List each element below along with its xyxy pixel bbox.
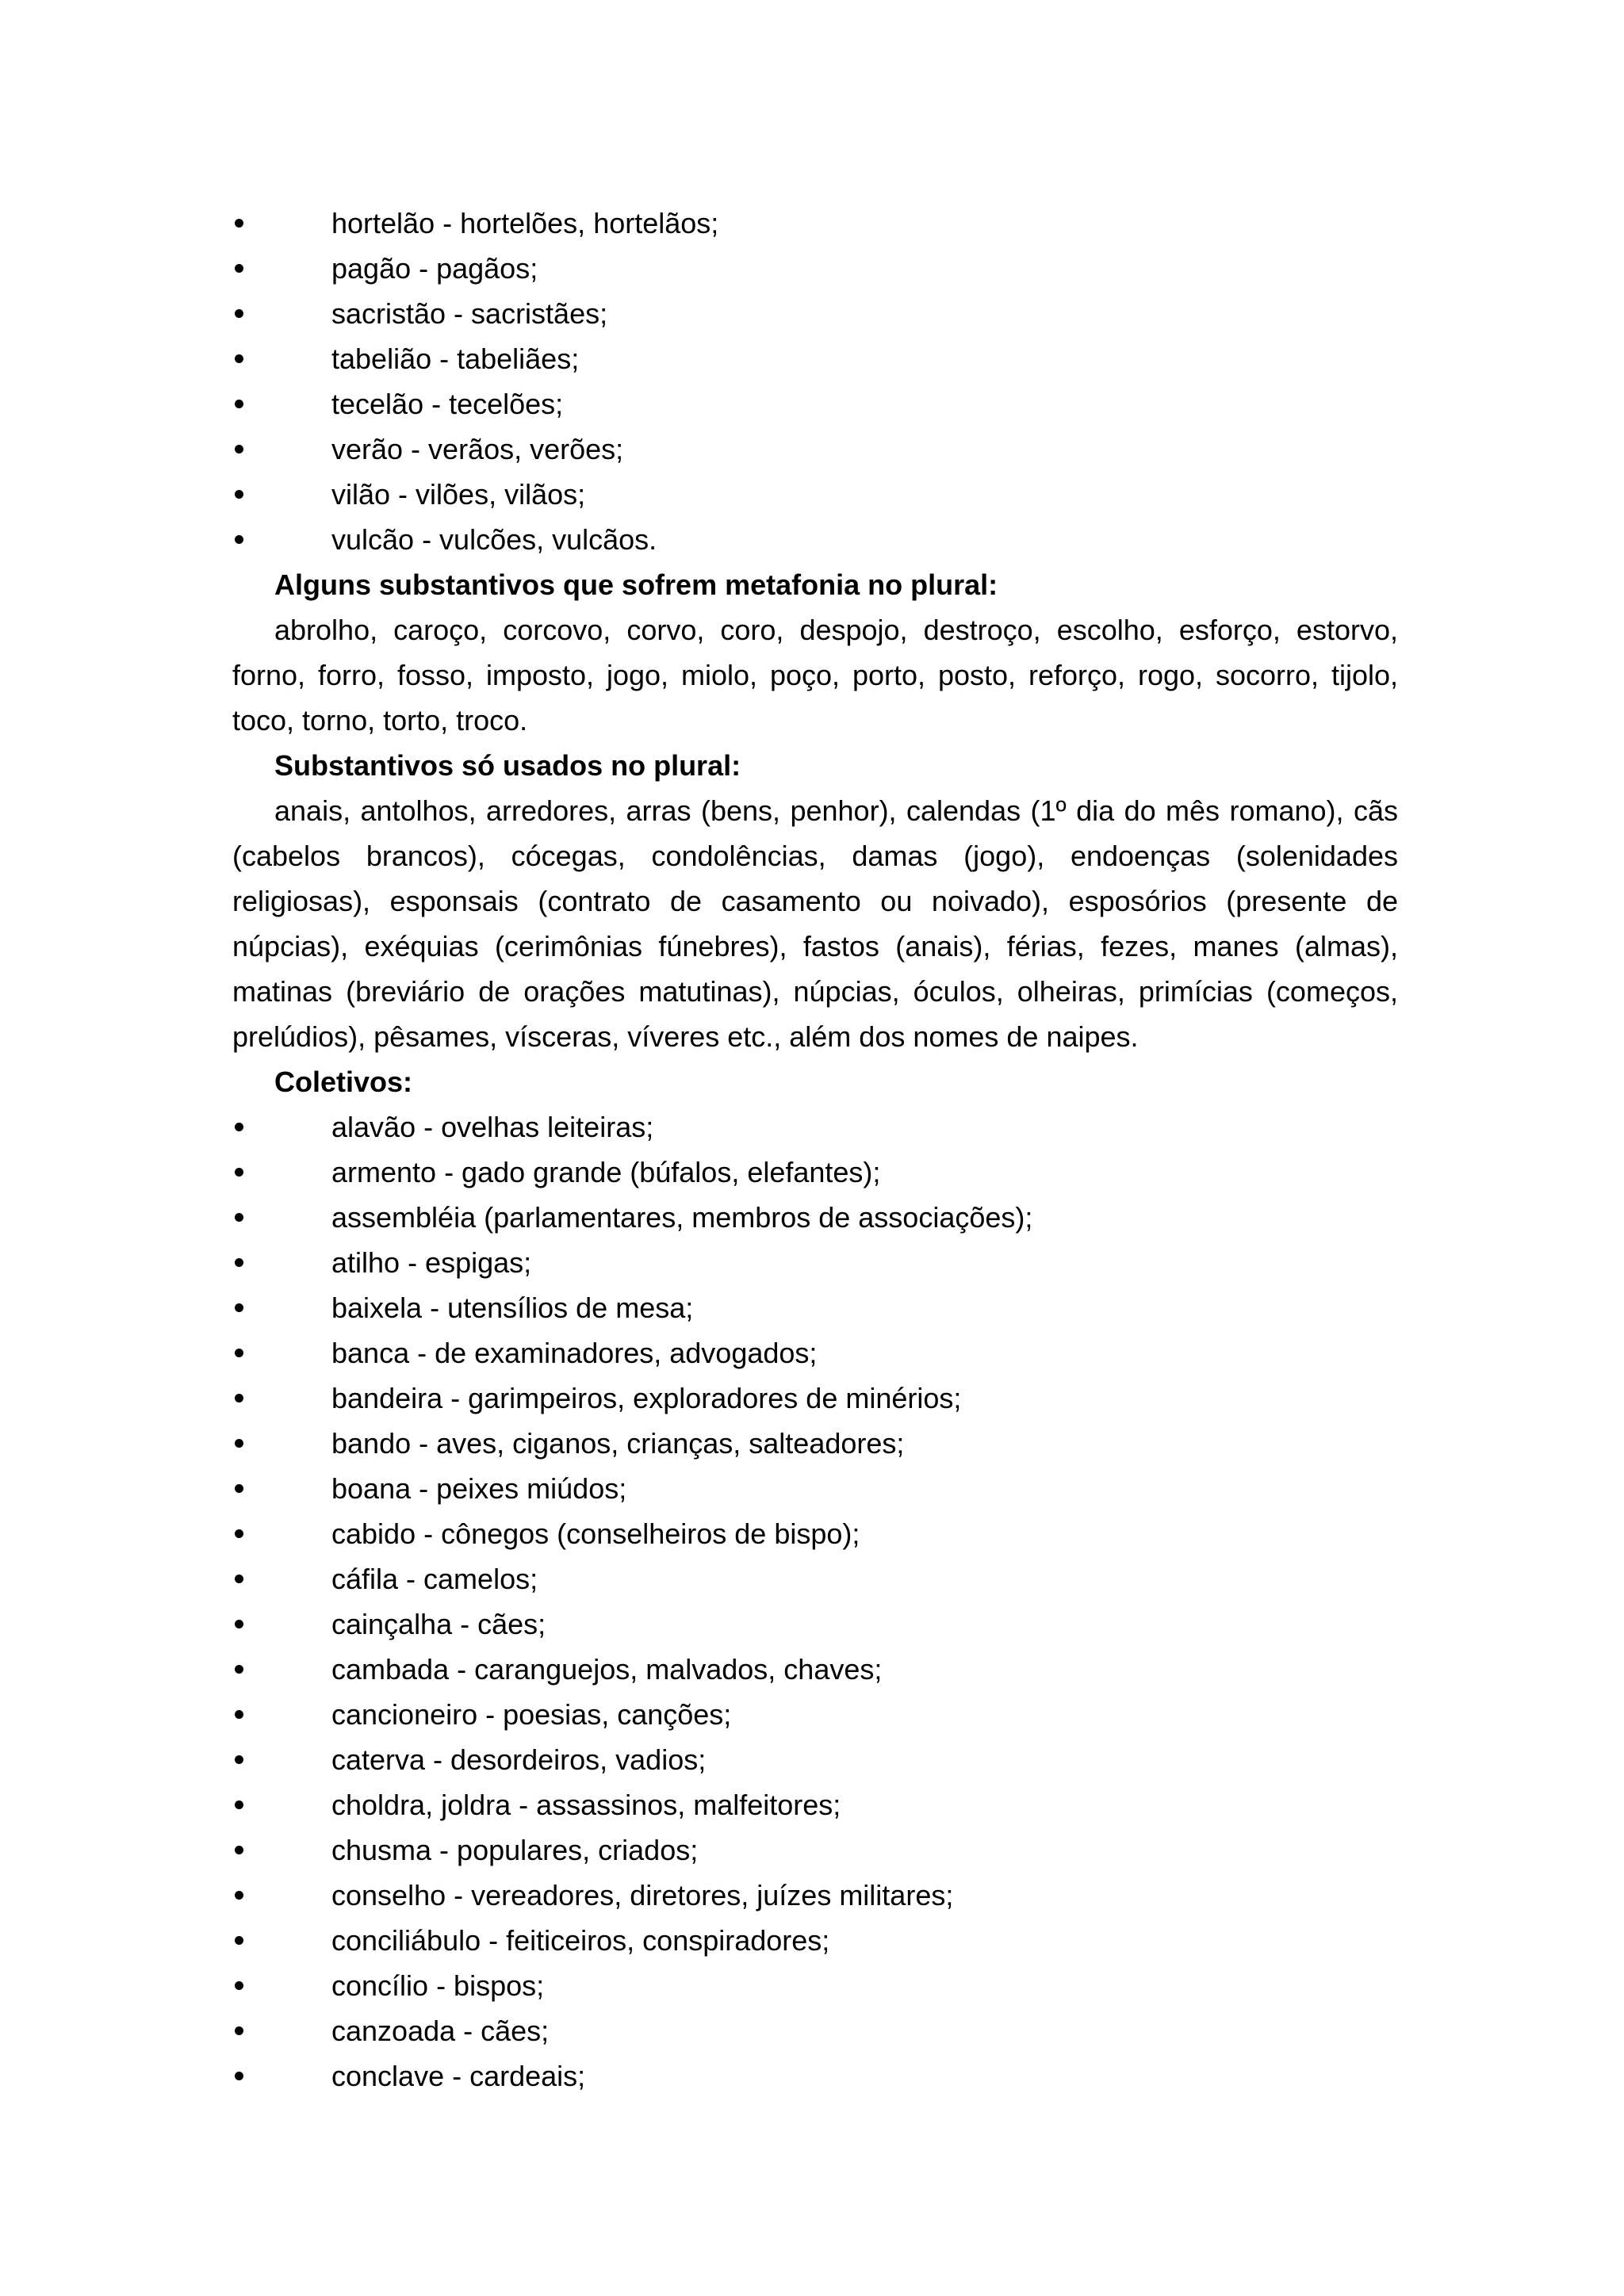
list-item bbox=[232, 1195, 1398, 1240]
list-item-text: tabelião - tabeliães; bbox=[331, 342, 580, 375]
list-item-text: conselho - vereadores, diretores, juízes militares; bbox=[331, 1879, 954, 1911]
list-item-text: boana - peixes miúdos; bbox=[331, 1472, 627, 1505]
bullet-icon bbox=[235, 1891, 243, 1900]
list-item bbox=[232, 1963, 1398, 2008]
list-item-text: cáfila - camelos; bbox=[331, 1563, 538, 1595]
list-item bbox=[232, 1782, 1398, 1827]
list-item-text: atilho - espigas; bbox=[331, 1246, 532, 1279]
bullet-icon bbox=[235, 1213, 243, 1222]
list-item bbox=[232, 2008, 1398, 2053]
list-item-text: cancioneiro - poesias, canções; bbox=[331, 1698, 732, 1731]
bullet-icon bbox=[235, 219, 243, 228]
page-content bbox=[232, 201, 1398, 2099]
list-item-text: concílio - bispos; bbox=[331, 1969, 545, 2002]
list-item-text: banca - de examinadores, advogados; bbox=[331, 1337, 818, 1369]
list-item-text: cambada - caranguejos, malvados, chaves; bbox=[331, 1653, 883, 1686]
plural-ao-list bbox=[232, 201, 1398, 562]
metafonia-heading: Alguns substantivos que sofrem metafonia no plural: bbox=[274, 568, 998, 601]
list-item bbox=[232, 1511, 1398, 1556]
list-item-text: chusma - populares, criados; bbox=[331, 1834, 699, 1866]
list-item-text: vilão - vilões, vilãos; bbox=[331, 478, 586, 511]
bullet-icon bbox=[235, 490, 243, 499]
bullet-icon bbox=[235, 1439, 243, 1448]
list-item-text: assembléia (parlamentares, membros de associações); bbox=[331, 1201, 1033, 1234]
list-item-text: baixela - utensílios de mesa; bbox=[331, 1292, 694, 1324]
list-item-text: conciliábulo - feiticeiros, conspiradores; bbox=[331, 1924, 830, 1957]
so-plural-paragraph: anais, antolhos, arredores, arras (bens, penhor), calendas (1º dia do mês romano), cãs (cabelos brancos), cócegas, condolências, damas (jogo), endoenças (solenidades religiosas), esponsais (contrato de casamento ou noivado), esposórios (presente de núpcias), exéquias (cerimônias fúnebres), fastos (anais), férias, fezes, manes (almas), matinas (breviário de orações matutinas), núpcias, óculos, olheiras, primícias (começos, prelúdios), pêsames, vísceras, víveres etc., além dos nomes de naipes. bbox=[232, 794, 1398, 1053]
list-item-text: conclave - cardeais; bbox=[331, 2060, 586, 2092]
list-item bbox=[232, 1601, 1398, 1647]
bullet-icon bbox=[235, 400, 243, 408]
list-item bbox=[232, 1376, 1398, 1421]
list-item-text: bando - aves, ciganos, crianças, salteadores; bbox=[331, 1427, 905, 1460]
bullet-icon bbox=[235, 1755, 243, 1764]
list-item-text: caterva - desordeiros, vadios; bbox=[331, 1743, 707, 1776]
bullet-icon bbox=[235, 1168, 243, 1177]
list-item bbox=[232, 1873, 1398, 1918]
coletivos-list bbox=[232, 1104, 1398, 2099]
list-item-text: sacristão - sacristães; bbox=[331, 297, 608, 330]
list-item-text: armento - gado grande (búfalos, elefantes); bbox=[331, 1156, 881, 1188]
bullet-icon bbox=[235, 1303, 243, 1312]
bullet-icon bbox=[235, 1665, 243, 1674]
list-item bbox=[232, 517, 1398, 562]
list-item-text: bandeira - garimpeiros, exploradores de minérios; bbox=[331, 1382, 962, 1414]
bullet-icon bbox=[235, 2026, 243, 2035]
list-item bbox=[232, 201, 1398, 246]
bullet-icon bbox=[235, 1575, 243, 1583]
bullet-icon bbox=[235, 1936, 243, 1945]
list-item-text: vulcão - vulcões, vulcãos. bbox=[331, 523, 657, 556]
list-item bbox=[232, 1918, 1398, 1963]
list-item bbox=[232, 246, 1398, 291]
list-item bbox=[232, 2053, 1398, 2099]
list-item bbox=[232, 1827, 1398, 1873]
list-item-text: pagão - pagãos; bbox=[331, 252, 538, 285]
list-item-text: hortelão - hortelões, hortelãos; bbox=[331, 207, 719, 239]
bullet-icon bbox=[235, 1800, 243, 1809]
list-item bbox=[232, 1285, 1398, 1330]
list-item bbox=[232, 427, 1398, 472]
list-item-text: choldra, joldra - assassinos, malfeitores; bbox=[331, 1789, 841, 1821]
coletivos-heading: Coletivos: bbox=[274, 1066, 413, 1098]
list-item bbox=[232, 291, 1398, 336]
bullet-icon bbox=[235, 309, 243, 318]
list-item bbox=[232, 1330, 1398, 1376]
bullet-icon bbox=[235, 354, 243, 363]
bullet-icon bbox=[235, 1529, 243, 1538]
list-item-text: tecelão - tecelões; bbox=[331, 388, 564, 420]
bullet-icon bbox=[235, 1258, 243, 1267]
bullet-icon bbox=[235, 1484, 243, 1493]
list-item bbox=[232, 1104, 1398, 1150]
list-item-text: alavão - ovelhas leiteiras; bbox=[331, 1111, 654, 1143]
bullet-icon bbox=[235, 1846, 243, 1854]
list-item bbox=[232, 336, 1398, 381]
list-item bbox=[232, 1737, 1398, 1782]
list-item-text: canzoada - cães; bbox=[331, 2015, 550, 2047]
bullet-icon bbox=[235, 1710, 243, 1719]
bullet-icon bbox=[235, 264, 243, 273]
list-item-text: cabido - cônegos (conselheiros de bispo); bbox=[331, 1517, 860, 1550]
bullet-icon bbox=[235, 445, 243, 453]
list-item bbox=[232, 1466, 1398, 1511]
bullet-icon bbox=[235, 2072, 243, 2080]
so-plural-heading: Substantivos só usados no plural: bbox=[274, 749, 741, 782]
list-item bbox=[232, 1556, 1398, 1601]
list-item bbox=[232, 381, 1398, 427]
list-item bbox=[232, 1421, 1398, 1466]
list-item bbox=[232, 472, 1398, 517]
list-item bbox=[232, 1150, 1398, 1195]
list-item bbox=[232, 1692, 1398, 1737]
list-item-text: cainçalha - cães; bbox=[331, 1608, 546, 1640]
list-item-text: verão - verãos, verões; bbox=[331, 433, 624, 465]
bullet-icon bbox=[235, 1394, 243, 1402]
list-item bbox=[232, 1240, 1398, 1285]
bullet-icon bbox=[235, 535, 243, 544]
bullet-icon bbox=[235, 1981, 243, 1990]
bullet-icon bbox=[235, 1349, 243, 1357]
metafonia-paragraph: abrolho, caroço, corcovo, corvo, coro, despojo, destroço, escolho, esforço, estorvo, forno, forro, fosso, imposto, jogo, miolo, poço, porto, posto, reforço, rogo, socorro, tijolo, toco, torno, torto, troco. bbox=[232, 614, 1398, 737]
bullet-icon bbox=[235, 1620, 243, 1628]
bullet-icon bbox=[235, 1123, 243, 1131]
list-item bbox=[232, 1647, 1398, 1692]
